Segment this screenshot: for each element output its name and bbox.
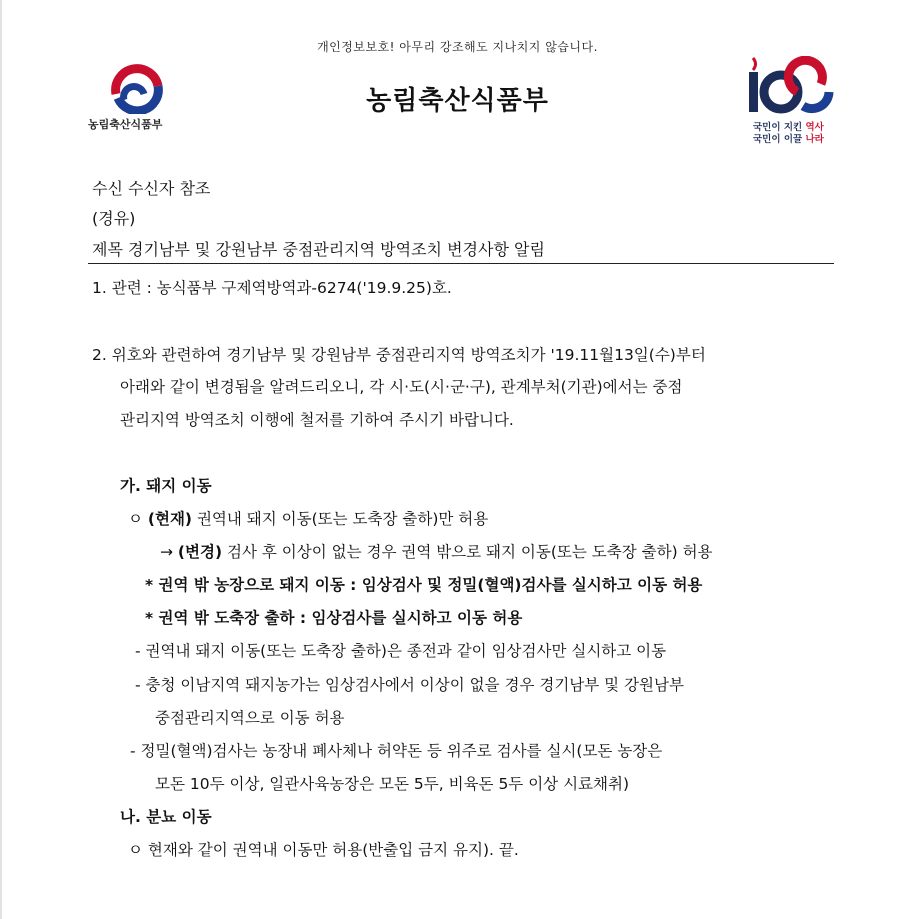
section-a-current: [128, 507, 488, 529]
slogan-1b: 역사: [805, 122, 824, 133]
slogan-2b: 나라: [805, 134, 824, 145]
subject-divider: [88, 263, 834, 264]
via: (경유): [92, 209, 136, 228]
section-a-dash-2-line-2: 중점관리지역으로 이동 허용: [155, 709, 345, 727]
current-label: (현재): [147, 510, 193, 528]
section-a-dash-3-line-1: - 정밀(혈액)검사는 농장내 폐사체나 허약돈 등 위주로 검사를 실시(모돈 농장은: [130, 742, 663, 760]
paragraph-2-line-2: 아래와 같이 변경됨을 알려드리오니, 각 시·도(시·군·구), 관계부처(기관)에서는 중점: [120, 378, 683, 396]
recipient: 수신 수신자 참조: [92, 179, 211, 198]
bullet: ㅇ: [128, 510, 148, 528]
section-a-dash-1: - 권역내 돼지 이동(또는 도축장 출하)은 종전과 같이 임상검사만 실시하고 이동: [135, 642, 667, 660]
section-a-note-2: * 권역 밖 도축장 출하 : 임상검사를 실시하고 이동 허용: [145, 609, 523, 627]
section-a-dash-2-line-1: - 충청 이남지역 돼지농가는 임상검사에서 이상이 없을 경우 경기남부 및 강원남부: [135, 676, 684, 694]
section-b-heading: 나. 분뇨 이동: [120, 808, 212, 826]
section-a-dash-3-line-2: 모돈 10두 이상, 일관사육농장은 모돈 5두, 비육돈 5두 이상 시료채취): [155, 775, 630, 793]
section-a-note-1: * 권역 밖 농장으로 돼지 이동 : 임상검사 및 정밀(혈액)검사를 실시하고 이동 허용: [145, 576, 703, 594]
paragraph-1: 1. 관련 : 농식품부 구제역방역과-6274('19.9.25)호.: [92, 279, 452, 297]
subject: 제목 경기남부 및 강원남부 중점관리지역 방역조치 변경사항 알림: [92, 240, 545, 259]
slogan-1a: 국민이 지킨: [753, 122, 806, 133]
anniversary-slogan-2: [753, 131, 824, 145]
anniversary-100-icon: [745, 56, 835, 116]
change-text: 검사 후 이상이 없는 경우 권역 밖으로 돼지 이동(또는 도축장 출하) 허용: [222, 543, 713, 561]
paragraph-2-line-1: 2. 위호와 관련하여 경기남부 및 강원남부 중점관리지역 방역조치가 '19.11월13일(수)부터: [92, 346, 706, 364]
paragraph-2-line-3: 관리지역 방역조치 이행에 철저를 기하여 주시기 바랍니다.: [120, 411, 514, 429]
current-text: 권역내 돼지 이동(또는 도축장 출하)만 허용: [192, 510, 489, 528]
page-edge: [0, 0, 2, 919]
anniversary-logo: [745, 56, 835, 146]
section-a-heading: 가. 돼지 이동: [120, 477, 212, 495]
ministry-logo-label: 농림축산식품부: [88, 118, 163, 131]
arrow-icon: →: [160, 543, 178, 561]
section-b-item: ㅇ 현재와 같이 권역내 이동만 허용(반출입 금지 유지). 끝.: [128, 841, 519, 859]
change-label: (변경): [177, 543, 223, 561]
slogan-2a: 국민이 이끌: [753, 134, 806, 145]
privacy-notice: 개인정보보호! 아무리 강조해도 지나치지 않습니다.: [317, 40, 598, 54]
section-a-change: [160, 540, 713, 562]
ministry-title: 농림축산식품부: [366, 86, 549, 116]
